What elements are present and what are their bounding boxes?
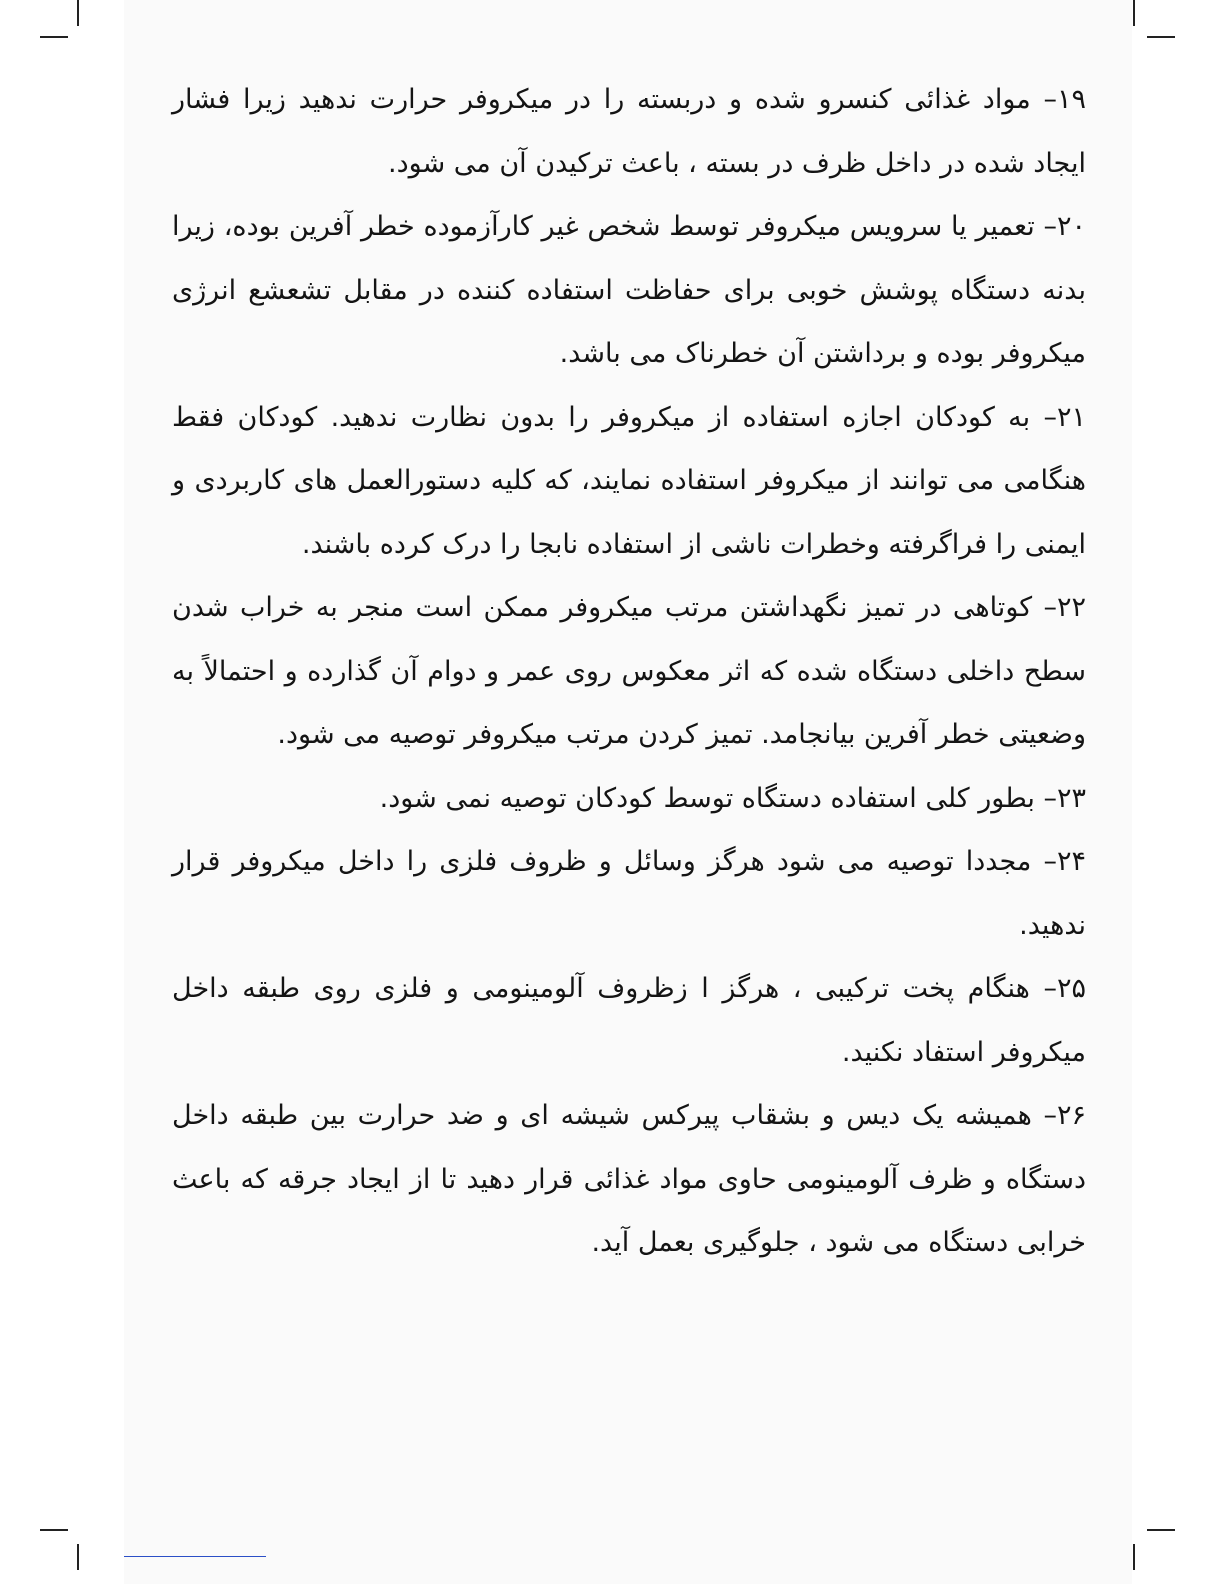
instruction-item-24: ۲۴– مجددا توصیه می شود هرگز وسائل و ظروف فلزی را داخل میکروفر قرار ندهید. xyxy=(172,846,1086,941)
crop-mark-top-right-vertical xyxy=(1133,0,1135,26)
crop-mark-top-left-vertical xyxy=(77,0,79,26)
instruction-item-26: ۲۶– همیشه یک دیس و بشقاب پیرکس شیشه ای و ضد حرارت بین طبقه داخل دستگاه و ظرف آلومینومی حاوی مواد غذائی قرار دهید تا از ایجاد جرقه که باعث خرابی دستگاه می شود ، جلوگیری بعمل آید. xyxy=(172,1100,1086,1258)
crop-mark-top-right-horizontal xyxy=(1147,36,1175,38)
safety-instructions-text xyxy=(172,68,1086,1275)
instruction-item-19: ۱۹– مواد غذائی کنسرو شده و دربسته را در میکروفر حرارت ندهید زیرا فشار ایجاد شده در داخل ظرف در بسته ، باعث ترکیدن آن می شود. xyxy=(172,84,1086,179)
crop-mark-bottom-right-horizontal xyxy=(1147,1529,1175,1531)
instruction-item-25: ۲۵– هنگام پخت ترکیبی ، هرگز ا زظروف آلومینومی و فلزی روی طبقه داخل میکروفر استفاد نکنید. xyxy=(172,973,1086,1068)
crop-mark-bottom-left-vertical xyxy=(77,1544,79,1570)
instruction-item-21: ۲۱– به کودکان اجازه استفاده از میکروفر را بدون نظارت ندهید. کودکان فقط هنگامی می توانند از میکروفر استفاده نمایند، که کلیه دستورالعمل های کاربردی و ایمنی را فراگرفته وخطرات ناشی از استفاده نابجا را درک کرده باشند. xyxy=(172,401,1086,560)
instruction-item-22: ۲۲– کوتاهی در تمیز نگهداشتن مرتب میکروفر ممکن است منجر به خراب شدن سطح داخلی دستگاه شده که اثر معکوس روی عمر و دوام آن گذارده و احتمالاً به وضعیتی خطر آفرین بیانجامد. تمیز کردن مرتب میکروفر توصیه می شود. xyxy=(172,592,1086,750)
crop-mark-top-left-horizontal xyxy=(40,36,68,38)
instruction-item-23: ۲۳– بطور کلی استفاده دستگاه توسط کودکان توصیه نمی شود. xyxy=(379,782,1086,814)
instruction-item-20: ۲۰– تعمیر یا سرویس میکروفر توسط شخص غیر کارآزموده خطر آفرین بوده، زیرا بدنه دستگاه پوشش خوبی برای حفاظت استفاده کننده در مقابل تشعشع انرژی میکروفر بوده و برداشتن آن خطرناک می باشد. xyxy=(172,211,1086,369)
crop-mark-bottom-right-vertical xyxy=(1133,1544,1135,1570)
footer-rule xyxy=(124,1556,266,1557)
crop-mark-bottom-left-horizontal xyxy=(40,1529,68,1531)
